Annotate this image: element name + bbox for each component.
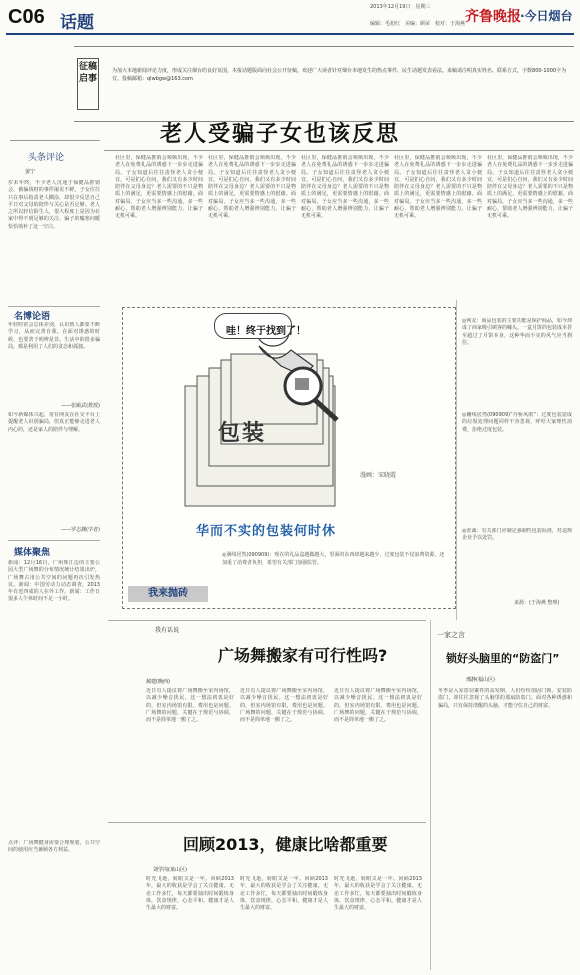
left-column-rule — [10, 140, 100, 141]
author-square-dance: 郝建(晚西) — [146, 679, 170, 685]
headline-health: 回顾2013，健康比啥都重要 — [183, 835, 388, 854]
lead-comment-body: 岁末年终，不少老人沉迷于保健品推销会，被骗钱财的事件屡见不鲜。子女往往只在事后指责老人糊涂，却很少反思自己平日对父母的陪伴与关心是否足够。老人之所以轻信陌生人，很大程度上是因为在家中得不到足够的关注，骗子的嘘寒问暖恰恰填补了这一空白。 — [8, 180, 100, 230]
dateline: 2013年12月19日 星期三 — [370, 4, 431, 10]
headline-anti-theft: 锁好头脑里的“防盗门” — [446, 652, 560, 665]
health-col-3: 时光飞逝，转眼又是一年。回顾2013年，最大的收获是学会了关注健康。无论工作多忙，每天都要抽出时间锻炼身体，饮食规律，心态平和。健康才是人生最大的财富。 — [334, 876, 422, 912]
column-divider — [456, 300, 457, 620]
media-focus-comment: 点评：广场舞健身需要合理规划，公共空间的使用应当兼顾各方利益。 — [8, 840, 100, 854]
opinion-label: 我有话说 — [155, 627, 180, 634]
illustration-credit: 漫画：宋晓霞 — [360, 472, 397, 479]
main-article-col-4: 社区里，保健品推销会频频出现，不少老人在免费礼品的诱惑下一步步走进骗局。子女知道后往往责怪老人贪小便宜，可是扪心自问，我们又有多少时间陪伴在父母身边？老人需要的不只是物质上的满足，更需要情感上的慰藉。面对骗局，子女应当多一些沟通，多一些耐心，帮助老人增强辨别能力，让骗子无机可乘。 — [394, 155, 482, 220]
main-article-col-3: 社区里，保健品推销会频频出现，不少老人在免费礼品的诱惑下一步步走进骗局。子女知道后往往责怪老人贪小便宜，可是扪心自问，我们又有多少时间陪伴在父母身边？老人需要的不只是物质上的满足，更需要情感上的慰藉。面对骗局，子女应当多一些沟通，多一些耐心，帮助老人增强辨别能力，让骗子无机可乘。 — [301, 155, 389, 220]
column-divider — [430, 620, 431, 970]
anti-theft-body: 冬季是入室盗窃案件的高发期，人们纷纷加固门锁、安装防盗门，却往往忽视了头脑里的那扇防盗门。面对各种诱惑和骗局，只有保持清醒的头脑，才能守住自己的财富。 — [438, 688, 572, 709]
blog-quote-label: 名博论语 — [14, 312, 51, 322]
main-article-col-5: 社区里，保健品推销会频频出现，不少老人在免费礼品的诱惑下一步步走进骗局。子女知道后往往责怪老人贪小便宜，可是扪心自问，我们又有多少时间陪伴在父母身边？老人需要的不只是物质上的满足，更需要情感上的慰藉。面对骗局，子女应当多一些沟通，多一些耐心，帮助老人增强辨别能力，让骗子无机可乘。 — [487, 155, 573, 220]
package-label: 包装 — [218, 421, 267, 446]
media-focus-label: 媒体聚焦 — [14, 548, 51, 558]
section-name: 话题 — [60, 13, 94, 33]
page-header — [0, 0, 580, 44]
editor-credits: 编辑：毛旭红 美编：顾荣 校对：于海燕 — [370, 21, 466, 27]
blog-quote-sign-2: ——罗志渊(学者) — [61, 527, 100, 533]
lead-comment-author: 姜宁 — [25, 169, 36, 175]
square-dance-col-3: 近日有人提议将广场舞搬至室内场馆，以减少噪音扰民。这一想法初衷是好的，但室内场馆有限，费用也是问题。广场舞的问题，关键在于规范与协调，而不是简单地一搬了之。 — [334, 688, 422, 724]
blog-quote-body: 年轻时常会总体差别，认识到人都要不断学习，从而完善自我。在面对诱惑的时候，也要善于明辨是非。生活中的很多骗局，都是利用了人们的贪念和孤独。 — [8, 322, 100, 350]
call-for-papers-box — [74, 46, 574, 122]
feature-copy: ◎满线居然(090909)：现在的礼品盒越做越大，里面的东西却越来越少，过度包装不仅浪费资源，还加重了消费者负担，希望有关部门加强监管。 — [222, 552, 445, 566]
author-health: 刘学岗(莱山区) — [153, 867, 187, 873]
one-view-label: 一家之言 — [437, 631, 465, 639]
divider — [8, 306, 100, 307]
health-col-1: 时光飞逝，转眼又是一年。回顾2013年，最大的收获是学会了关注健康。无论工作多忙，每天都要抽出时间锻炼身体，饮食规律，心态平和。健康才是人生最大的财富。 — [146, 876, 234, 912]
divider — [8, 540, 100, 541]
section-code: C06 — [8, 6, 45, 28]
main-article-col-1: 社区里，保健品推销会频频出现，不少老人在免费礼品的诱惑下一步步走进骗局。子女知道后往往责怪老人贪小便宜，可是扪心自问，我们又有多少时间陪伴在父母身边？老人需要的不只是物质上的满足，更需要情感上的慰藉。面对骗局，子女应当多一些沟通，多一些耐心，帮助老人增强辨别能力，让骗子无机可乘。 — [115, 155, 203, 220]
media-focus-body: 新闻：12月16日，广州珠江边的主要公园大型广场舞的分布情况统计结果出炉，广场舞占用公共空间的问题再次引发热议。新闻：中国劳动力动态调查，2013年有近四成的人在外工作。新闻：工作日很多人午休时间不足一小时。 — [8, 560, 100, 603]
feature-tag: 我来抛砖 — [128, 586, 208, 602]
headline-rule — [104, 150, 574, 151]
speech-text: 哇！终于找到了！ — [226, 326, 306, 337]
blog-quote-body-2: 如今新媒体兴起，常有网友在社交平台上提醒老人识别骗局，但真正能够走进老人内心的，还是家人的陪伴与理解。 — [8, 412, 100, 433]
call-for-papers-text: 为加大本地新闻评论力度，形成关注烟台的良好氛围，本报话题版面向社会公开征稿，欢迎广大读者针对烟台本地发生的热点事件、民生话题发表看法。来稿请注明真实姓名、联系方式，字数800-1000字为宜。投稿邮箱：qlwbgw@163.com — [112, 68, 567, 82]
headline-square-dance: 广场舞搬家有可行性吗? — [218, 646, 388, 665]
header-rule — [6, 33, 574, 35]
square-dance-col-2: 近日有人提议将广场舞搬至室内场馆，以减少噪音扰民。这一想法初衷是好的，但室内场馆有限，费用也是问题。广场舞的问题，关键在于规范与协调，而不是简单地一搬了之。 — [240, 688, 328, 724]
call-for-papers-tag: 征稿启事 — [77, 58, 99, 110]
health-col-2: 时光飞逝，转眼又是一年。回顾2013年，最大的收获是学会了关注健康。无论工作多忙，每天都要抽出时间锻炼身体，饮食规律，心态平和。健康才是人生最大的财富。 — [240, 876, 328, 912]
compiled-credit: 来源：(于海燕 整理) — [514, 600, 560, 606]
newspaper-brand: 齐鲁晚报 — [465, 9, 521, 25]
feature-headline: 华而不实的包装何时休 — [196, 524, 337, 539]
main-headline: 老人受骗子女也该反思 — [160, 122, 401, 147]
divider — [108, 822, 426, 823]
square-dance-col-1: 近日有人提议将广场舞搬至室内场馆，以减少噪音扰民。这一想法初衷是好的，但室内场馆有限，费用也是问题。广场舞的问题，关键在于规范与协调，而不是简单地一搬了之。 — [146, 688, 234, 724]
author-anti-theft: 邢静(福山区) — [466, 677, 495, 683]
netizen-comment-3: ◎张诚：有关部门应制定强制性包装标准，对违规企业予以处罚。 — [462, 528, 572, 542]
cartoon-illustration — [123, 308, 455, 518]
blog-quote-sign: ——张颐武(教授) — [61, 403, 100, 409]
divider — [108, 620, 426, 621]
brand-subtitle: ·今日烟台 — [520, 9, 573, 23]
netizen-comment-1: ◎网友：商品包装的主要功能是保护商品，如今却成了商家吸引顾客的噱头。一盒月饼的包装成本甚至超过了月饼本身，这种华而不实的风气应当刹住。 — [462, 318, 572, 346]
main-article-col-2: 社区里，保健品推销会频频出现，不少老人在免费礼品的诱惑下一步步走进骗局。子女知道后往往责怪老人贪小便宜，可是扪心自问，我们又有多少时间陪伴在父母身边？老人需要的不只是物质上的满足，更需要情感上的慰藉。面对骗局，子女应当多一些沟通，多一些耐心，帮助老人增强辨别能力，让骗子无机可乘。 — [208, 155, 296, 220]
lead-comment-label: 头条评论 — [28, 153, 65, 163]
netizen-comment-2: ◎幽线居然(090909)“丹桥风雨”：过度包装造成的垃圾处理问题同样不容忽视，呼吁大家理性消费，拒绝过度包装。 — [462, 412, 572, 433]
